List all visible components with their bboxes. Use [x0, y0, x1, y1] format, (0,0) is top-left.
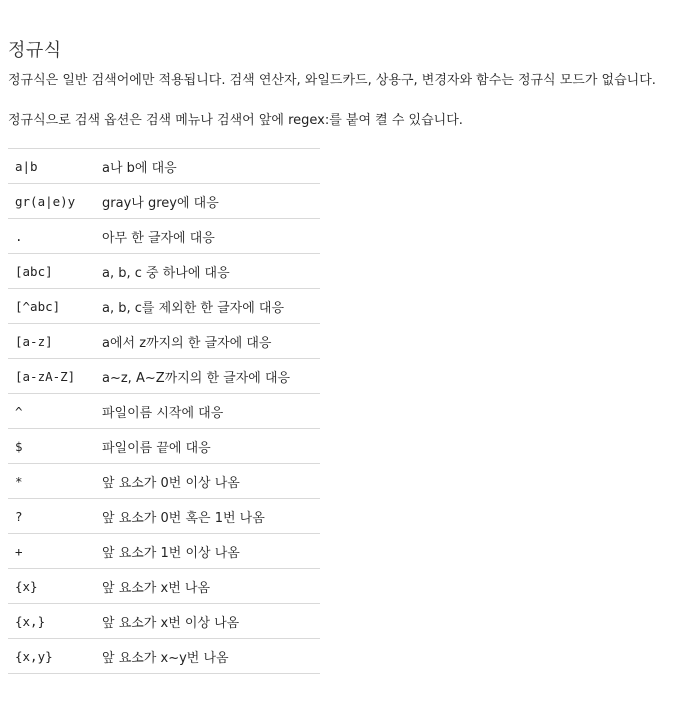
- table-row: [8, 149, 320, 184]
- pattern-cell: ?: [8, 499, 102, 534]
- table-row: [8, 464, 320, 499]
- description-cell: a, b, c 중 하나에 대응: [102, 254, 320, 289]
- regex-toggle-paragraph: 정규식으로 검색 옵션은 검색 메뉴나 검색어 앞에 regex:를 붙여 켤 수 있습니다.: [8, 113, 463, 128]
- description-cell: 파일이름 시작에 대응: [102, 394, 320, 429]
- description-cell: 앞 요소가 0번 이상 나옴: [102, 464, 320, 499]
- pattern-cell: $: [8, 429, 102, 464]
- table-row: [8, 604, 320, 639]
- pattern-cell: [a-z]: [8, 324, 102, 359]
- description-cell: 앞 요소가 0번 혹은 1번 나옴: [102, 499, 320, 534]
- table-row: [8, 429, 320, 464]
- description-cell: a에서 z까지의 한 글자에 대응: [102, 324, 320, 359]
- pattern-cell: ^: [8, 394, 102, 429]
- table-row: [8, 289, 320, 324]
- table-row: [8, 499, 320, 534]
- table-row: [8, 569, 320, 604]
- description-cell: 앞 요소가 1번 이상 나옴: [102, 534, 320, 569]
- description-cell: 앞 요소가 x~y번 나옴: [102, 639, 320, 674]
- description-cell: a나 b에 대응: [102, 149, 320, 184]
- table-row: [8, 219, 320, 254]
- table-row: [8, 184, 320, 219]
- description-cell: a, b, c를 제외한 한 글자에 대응: [102, 289, 320, 324]
- pattern-cell: {x}: [8, 569, 102, 604]
- pattern-cell: gr(a|e)y: [8, 184, 102, 219]
- pattern-cell: a|b: [8, 149, 102, 184]
- table-row: [8, 394, 320, 429]
- pattern-cell: .: [8, 219, 102, 254]
- pattern-cell: *: [8, 464, 102, 499]
- pattern-cell: {x,y}: [8, 639, 102, 674]
- page-title: 정규식: [8, 40, 62, 61]
- pattern-cell: [abc]: [8, 254, 102, 289]
- table-row: [8, 324, 320, 359]
- table-row: [8, 254, 320, 289]
- description-cell: 파일이름 끝에 대응: [102, 429, 320, 464]
- description-cell: 아무 한 글자에 대응: [102, 219, 320, 254]
- regex-reference-table: [8, 148, 320, 674]
- description-cell: 앞 요소가 x번 이상 나옴: [102, 604, 320, 639]
- description-cell: gray나 grey에 대응: [102, 184, 320, 219]
- pattern-cell: [a-zA-Z]: [8, 359, 102, 394]
- intro-paragraph: 정규식은 일반 검색어에만 적용됩니다. 검색 연산자, 와일드카드, 상용구, 변경자와 함수는 정규식 모드가 없습니다.: [8, 73, 656, 88]
- description-cell: a~z, A~Z까지의 한 글자에 대응: [102, 359, 320, 394]
- pattern-cell: +: [8, 534, 102, 569]
- pattern-cell: [^abc]: [8, 289, 102, 324]
- description-cell: 앞 요소가 x번 나옴: [102, 569, 320, 604]
- pattern-cell: {x,}: [8, 604, 102, 639]
- table-row: [8, 534, 320, 569]
- table-row: [8, 359, 320, 394]
- table-row: [8, 639, 320, 674]
